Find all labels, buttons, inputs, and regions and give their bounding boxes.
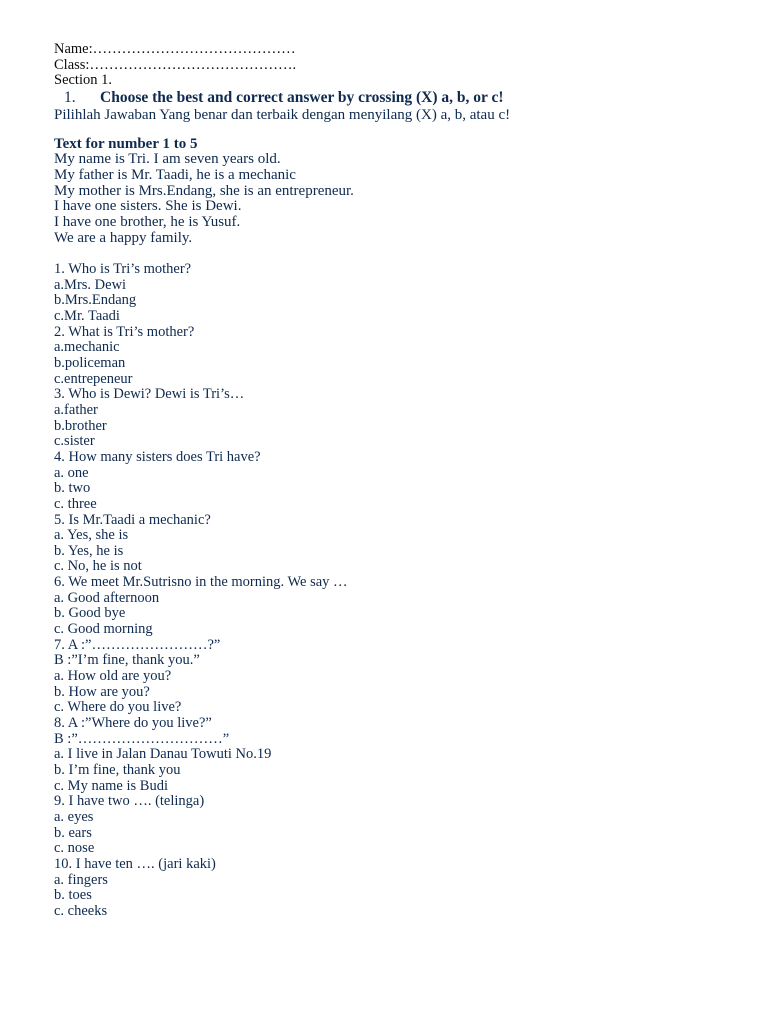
option-c[interactable]: c. cheeks xyxy=(54,902,108,919)
option-a[interactable]: a. Good afternoon xyxy=(54,589,160,606)
passage-line: We are a happy family. xyxy=(54,229,193,246)
reading-passage xyxy=(54,152,354,247)
passage-line: I have one sisters. She is Dewi. xyxy=(54,198,242,215)
option-a[interactable]: a.father xyxy=(54,401,98,418)
name-line: Name:…………………………………… xyxy=(54,41,296,57)
instruction-main-text: Choose the best and correct answer by crossing (X) a, b, or c! xyxy=(100,89,504,106)
option-b[interactable]: b. two xyxy=(54,480,91,497)
option-a[interactable]: a. I live in Jalan Danau Towuti No.19 xyxy=(54,746,272,763)
option-c[interactable]: c.entrepeneur xyxy=(54,370,133,387)
option-a[interactable]: a.Mrs. Dewi xyxy=(54,276,127,293)
class-line: Class:……………………………………. xyxy=(54,56,297,73)
header-block xyxy=(54,42,296,89)
option-b[interactable]: b. toes xyxy=(54,887,92,904)
option-b[interactable]: b.brother xyxy=(54,417,107,434)
option-c[interactable]: c.sister xyxy=(54,433,95,450)
question-7: 7. A :”……………………?” xyxy=(54,636,221,653)
option-b[interactable]: b. Good bye xyxy=(54,605,126,622)
option-c[interactable]: c. Where do you live? xyxy=(54,699,182,716)
dialogue-line: B :”…………………………” xyxy=(54,730,230,747)
option-c[interactable]: c. nose xyxy=(54,840,95,857)
dialogue-line: B :”I’m fine, thank you.” xyxy=(54,652,200,669)
option-b[interactable]: b.policeman xyxy=(54,354,126,371)
option-b[interactable]: b.Mrs.Endang xyxy=(54,292,137,309)
option-a[interactable]: a. one xyxy=(54,464,89,481)
passage-line: My mother is Mrs.Endang, she is an entrepreneur. xyxy=(54,182,354,199)
option-c[interactable]: c. My name is Budi xyxy=(54,777,168,794)
instruction-block xyxy=(54,89,510,123)
option-a[interactable]: a.mechanic xyxy=(54,339,120,356)
option-a[interactable]: a. Yes, she is xyxy=(54,527,129,544)
option-b[interactable]: b. I’m fine, thank you xyxy=(54,762,181,778)
question-5: 5. Is Mr.Taadi a mechanic? xyxy=(54,511,211,528)
passage-line: My name is Tri. I am seven years old. xyxy=(54,151,281,167)
question-3: 3. Who is Dewi? Dewi is Tri’s… xyxy=(54,386,245,403)
question-2: 2. What is Tri’s mother? xyxy=(54,323,195,340)
option-a[interactable]: a. eyes xyxy=(54,808,94,825)
question-4: 4. How many sisters does Tri have? xyxy=(54,448,261,465)
passage-line: I have one brother, he is Yusuf. xyxy=(54,214,241,231)
option-c[interactable]: c. Good morning xyxy=(54,621,153,638)
passage-line: My father is Mr. Taadi, he is a mechanic xyxy=(54,166,296,183)
passage-title: Text for number 1 to 5 xyxy=(54,136,198,152)
option-c[interactable]: c. No, he is not xyxy=(54,558,142,575)
option-b[interactable]: b. ears xyxy=(54,824,92,841)
option-b[interactable]: b. How are you? xyxy=(54,683,150,700)
question-9: 9. I have two …. (telinga) xyxy=(54,793,205,810)
option-a[interactable]: a. fingers xyxy=(54,871,108,888)
option-c[interactable]: c. three xyxy=(54,495,97,512)
section-heading: Section 1. xyxy=(54,72,112,89)
instruction-english xyxy=(54,89,510,107)
question-8: 8. A :”Where do you live?” xyxy=(54,715,212,732)
instruction-number: 1. xyxy=(64,89,76,106)
instruction-indonesian: Pilihlah Jawaban Yang benar dan terbaik dengan menyilang (X) a, b, atau c! xyxy=(54,107,511,123)
question-1: 1. Who is Tri’s mother? xyxy=(54,261,192,277)
question-6: 6. We meet Mr.Sutrisno in the morning. We say … xyxy=(54,574,348,591)
option-a[interactable]: a. How old are you? xyxy=(54,668,172,685)
question-list xyxy=(54,262,348,920)
question-10: 10. I have ten …. (jari kaki) xyxy=(54,855,216,872)
option-b[interactable]: b. Yes, he is xyxy=(54,542,124,559)
option-c[interactable]: c.Mr. Taadi xyxy=(54,307,120,324)
